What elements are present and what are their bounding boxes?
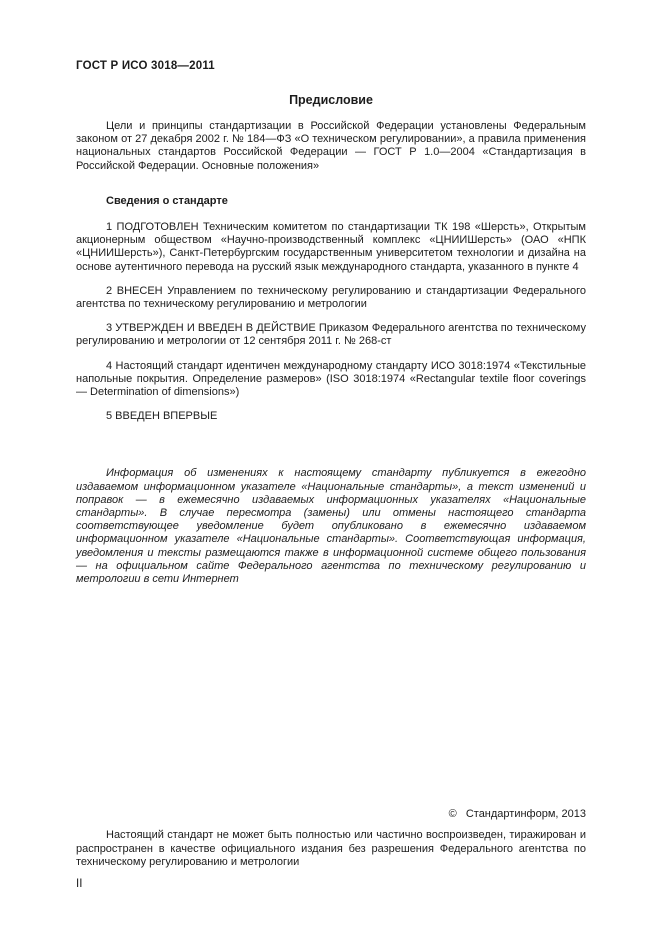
- standards-info-list: [76, 208, 586, 423]
- intro-paragraph: Цели и принципы стандартизации в Российской Федерации установлены Федеральным законом от 27 декабря 2002 г. № 184—ФЗ «О техническом регулировании», а правила применения национальных стандартов Российской Федерации — ГОСТ Р 1.0—2004 «Стандартизация в Российской Федерации. Основные положения»: [76, 120, 586, 172]
- standard-item-first-edition: 5 ВВЕДЕН ВПЕРВЫЕ: [106, 410, 218, 423]
- standard-item-identical: 4 Настоящий стандарт идентичен международному стандарту ИСО 3018:1974 «Текстильные напольные покрытия. Определение размеров» (ISO 3018:1974 «Rectangular textile floor coverings — Determination of dimensions»): [76, 359, 586, 399]
- standard-item-prepared: 1 ПОДГОТОВЛЕН Техническим комитетом по стандартизации ТК 198 «Шерсть», Открытым акционерным обществом «Научно-производственный комплекс «ЦНИИШерсть» (ОАО «НПК «ЦНИИШерсть»), Санкт-Петербургским государственным университетом технологии и дизайна на основе аутентичного перевода на русский язык международного стандарта, указанного в пункте 4: [76, 221, 586, 273]
- standard-item-submitted: 2 ВНЕСЕН Управлением по техническому регулированию и стандартизации Федерального агентства по техническому регулированию и метрологии: [76, 284, 586, 311]
- reproduction-restriction: Настоящий стандарт не может быть полностью или частично воспроизведен, тиражирован и распространен в качестве официального издания без разрешения Федерального агентства по техническому регулированию и метрологии: [76, 829, 586, 868]
- standard-item-approved: 3 УТВЕРЖДЕН И ВВЕДЕН В ДЕЙСТВИЕ Приказом Федерального агентства по техническому регулированию и метрологии от 12 сентября 2011 г. № 268-ст: [76, 322, 586, 348]
- standards-info-heading: Сведения о стандарте: [106, 194, 228, 207]
- page-title: Предисловие: [289, 93, 373, 107]
- page-number: II: [76, 878, 83, 890]
- doc-code: ГОСТ Р ИСО 3018—2011: [76, 60, 215, 72]
- page-footer: [76, 808, 586, 890]
- amendments-notice: Информация об изменениях к настоящему стандарту публикуется в ежегодно издаваемом информационном указателе «Национальные стандарты», а текст изменений и поправок — в ежемесячно издаваемых информационных указателях «Национальные стандарты». В случае пересмотра (замены) или отмены настоящего стандарта соответствующее уведомление будет опубликовано в ежемесячно издаваемом информационном указателе «Национальные стандарты». Соответствующая информация, уведомления и тексты размещаются также в информационной системе общего пользования — на официальном сайте Федерального агентства по техническому регулированию и метрологии в сети Интернет: [76, 467, 586, 586]
- copyright-line: © Стандартинформ, 2013: [448, 808, 586, 821]
